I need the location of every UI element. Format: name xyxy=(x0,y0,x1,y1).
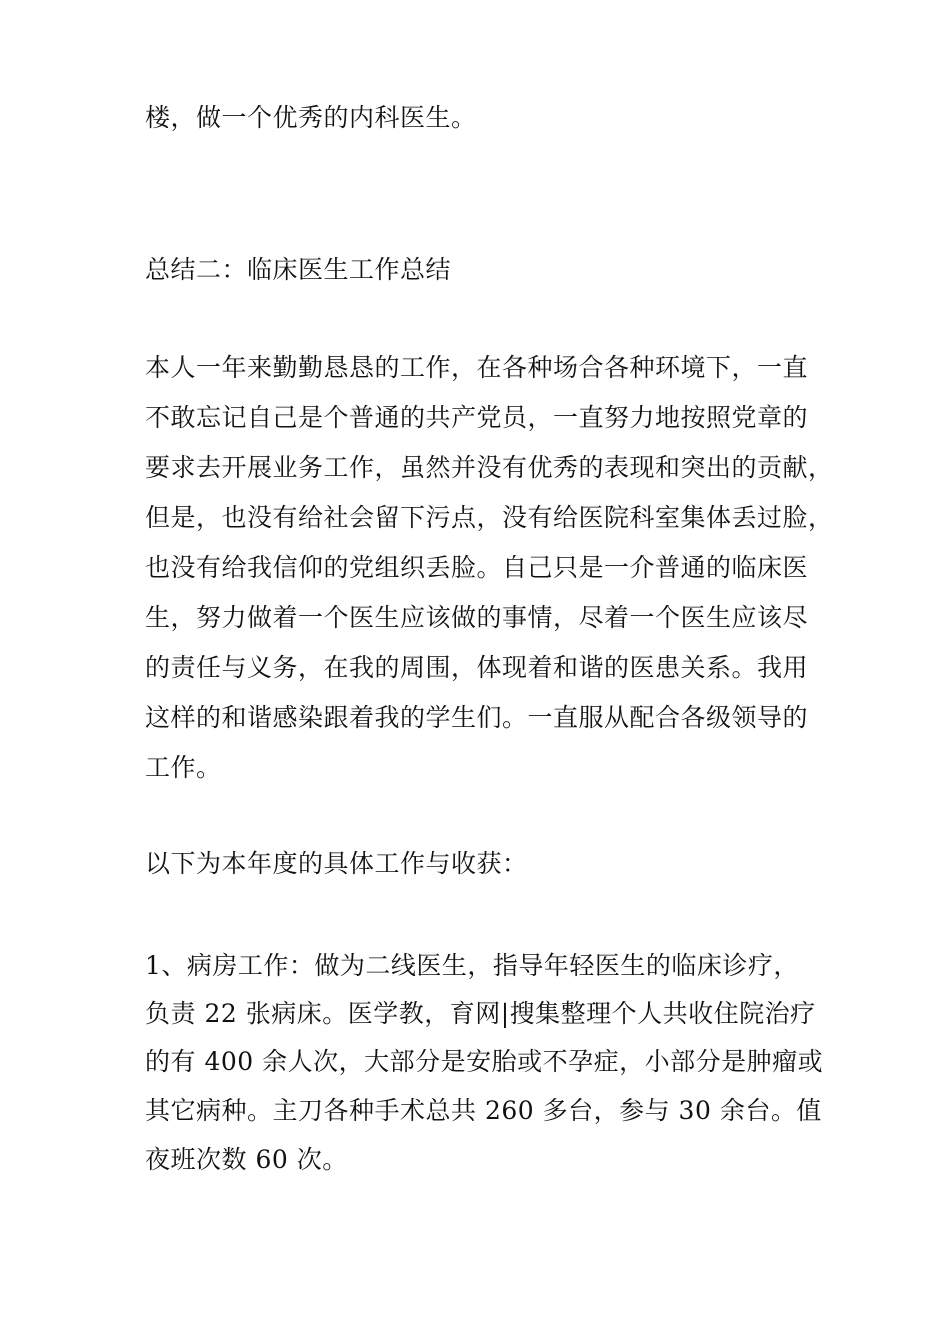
item1-line-5: 夜班次数 60 次。 xyxy=(145,1145,348,1174)
section-title: 总结二：临床医生工作总结 xyxy=(145,255,452,284)
paragraph1-line-3: 要求去开展业务工作，虽然并没有优秀的表现和突出的贡献， xyxy=(145,453,834,482)
paragraph1-line-2: 不敢忘记自己是个普通的共产党员，一直努力地按照党章的 xyxy=(145,403,809,432)
item1-line-1: 1、病房工作：做为二线医生，指导年轻医生的临床诊疗， xyxy=(145,951,799,980)
paragraph1-line-6: 生，努力做着一个医生应该做的事情，尽着一个医生应该尽 xyxy=(145,603,809,632)
paragraph1-line-4: 但是，也没有给社会留下污点，没有给医院科室集体丢过脸， xyxy=(145,503,834,532)
paragraph1-line-8: 这样的和谐感染跟着我的学生们。一直服从配合各级领导的 xyxy=(145,703,809,732)
list-intro: 以下为本年度的具体工作与收获： xyxy=(145,849,528,878)
intro-tail-line: 楼，做一个优秀的内科医生。 xyxy=(145,103,477,132)
item1-line-2: 负责 22 张病床。医学教，育网|搜集整理个人共收住院治疗 xyxy=(145,999,816,1028)
paragraph1-line-1: 本人一年来勤勤恳恳的工作，在各种场合各种环境下，一直 xyxy=(145,353,809,382)
paragraph1-line-5: 也没有给我信仰的党组织丢脸。自己只是一介普通的临床医 xyxy=(145,553,809,582)
paragraph1-line-9: 工作。 xyxy=(145,753,222,782)
item1-line-4: 其它病种。主刀各种手术总共 260 多台，参与 30 余台。值 xyxy=(145,1096,822,1125)
item1-line-3: 的有 400 余人次，大部分是安胎或不孕症，小部分是肿瘤或 xyxy=(145,1047,824,1076)
paragraph1-line-7: 的责任与义务，在我的周围，体现着和谐的医患关系。我用 xyxy=(145,653,809,682)
